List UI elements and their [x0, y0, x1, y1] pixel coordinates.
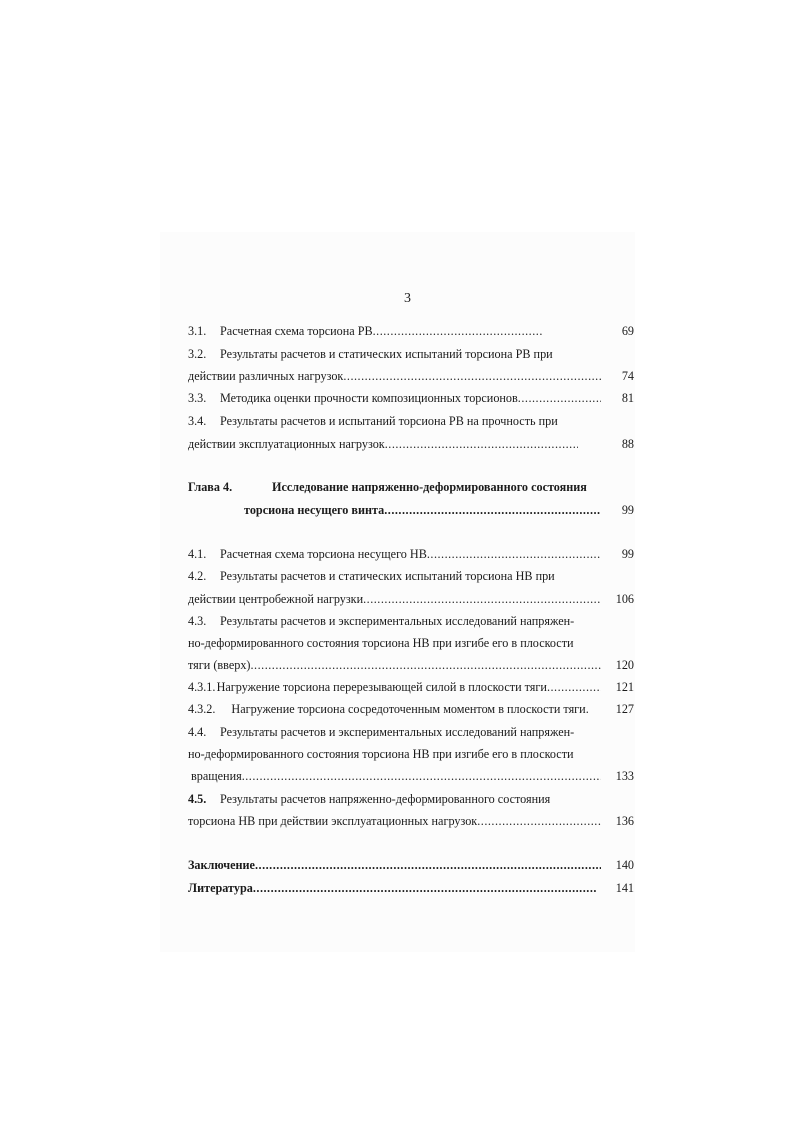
entry-title: Результаты расчетов и статических испытаний торсиона РВ при [220, 347, 553, 361]
toc-entry-4-3-1 [188, 678, 634, 696]
entry-title-cont: действии эксплуатационных нагрузок [188, 437, 385, 451]
chapter-label: Глава 4. [188, 480, 233, 494]
entry-page: 121 [615, 680, 634, 694]
chapter-4-heading-cont [188, 501, 634, 519]
toc-entry-4-2 [188, 567, 634, 585]
toc-entry-4-5-cont [188, 812, 634, 830]
toc-entry-4-3-2 [188, 700, 634, 718]
section-number: 4.5. [188, 792, 207, 806]
toc-entry-4-3 [188, 612, 634, 630]
section-number: 3.4. [188, 414, 207, 428]
entry-title: Нагружение торсиона перерезывающей силой в плоскости тяги [216, 680, 547, 694]
toc-conclusion [188, 856, 634, 874]
entry-title-cont: но-деформированного состояния торсиона НВ при изгибе его в плоскости [188, 747, 574, 761]
entry-title: Результаты расчетов и статических испытаний торсиона НВ при [220, 569, 555, 583]
entry-page: 99 [621, 547, 634, 561]
section-number: 4.2. [188, 569, 207, 583]
conclusion-page: 140 [615, 858, 634, 872]
section-number: 4.4. [188, 725, 207, 739]
entry-title: Результаты расчетов и экспериментальных исследований напряжен- [220, 614, 575, 628]
toc-entry-4-2-cont [188, 590, 634, 608]
toc-entry-3-2 [188, 345, 634, 363]
entry-title: Нагружение торсиона сосредоточенным моментом в плоскости тяги. [231, 702, 589, 716]
entry-title-cont: торсиона НВ при действии эксплуатационных нагрузок [188, 814, 478, 828]
entry-page: 136 [615, 814, 634, 828]
toc-entry-4-4-cont [188, 745, 634, 763]
section-number: 3.1. [188, 324, 207, 338]
entry-page: 74 [621, 369, 634, 383]
chapter-4-heading [188, 478, 634, 496]
toc-entry-3-3 [188, 389, 634, 407]
entry-page: 120 [615, 658, 634, 672]
toc-entry-3-4-cont [188, 435, 634, 453]
entry-page: 81 [621, 391, 634, 405]
toc-entry-4-3-cont [188, 634, 634, 652]
references-title: Литература [188, 881, 253, 895]
chapter-title-cont: торсиона несущего винта [244, 503, 385, 517]
toc-entry-4-4 [188, 723, 634, 741]
entry-page: 69 [621, 324, 634, 338]
section-number: 4.3.2. [188, 702, 216, 716]
entry-title: Результаты расчетов и экспериментальных исследований напряжен- [220, 725, 575, 739]
toc-references [188, 879, 634, 897]
entry-page: 106 [615, 592, 634, 606]
toc-entry-4-4-cont2 [188, 767, 634, 785]
toc-entry-4-3-cont2 [188, 656, 634, 674]
section-number: 4.1. [188, 547, 207, 561]
section-number: 4.3.1. [188, 680, 216, 694]
conclusion-title: Заключение [188, 858, 255, 872]
entry-title: Расчетная схема торсиона несущего НВ [220, 547, 427, 561]
toc-entry-4-1 [188, 545, 634, 563]
entry-title: Методика оценки прочности композиционных торсионов [220, 391, 518, 405]
chapter-title: Исследование напряженно-деформированного состояния [272, 480, 587, 494]
entry-title-cont2: вращения [191, 769, 242, 783]
section-number: 4.3. [188, 614, 207, 628]
entry-page: 88 [621, 437, 634, 451]
references-page: 141 [615, 881, 634, 895]
toc-entry-3-4 [188, 412, 634, 430]
toc-entry-3-2-cont [188, 367, 634, 385]
entry-title-cont: но-деформированного состояния торсиона НВ при изгибе его в плоскости [188, 636, 574, 650]
toc-entry-3-1 [188, 322, 634, 340]
entry-title-cont: действии различных нагрузок [188, 369, 344, 383]
section-number: 3.3. [188, 391, 207, 405]
entry-title: Результаты расчетов и испытаний торсиона РВ на прочность при [220, 414, 558, 428]
section-number: 3.2. [188, 347, 207, 361]
entry-title-cont2: тяги (вверх) [188, 658, 251, 672]
entry-title: Расчетная схема торсиона РВ [220, 324, 373, 338]
toc-entry-4-5 [188, 790, 634, 808]
chapter-page: 99 [621, 503, 634, 517]
entry-page: 127 [615, 702, 634, 716]
entry-page: 133 [615, 769, 634, 783]
page-number: 3 [404, 291, 411, 306]
entry-title-cont: действии центробежной нагрузки [188, 592, 364, 606]
entry-title: Результаты расчетов напряженно-деформированного состояния [220, 792, 551, 806]
